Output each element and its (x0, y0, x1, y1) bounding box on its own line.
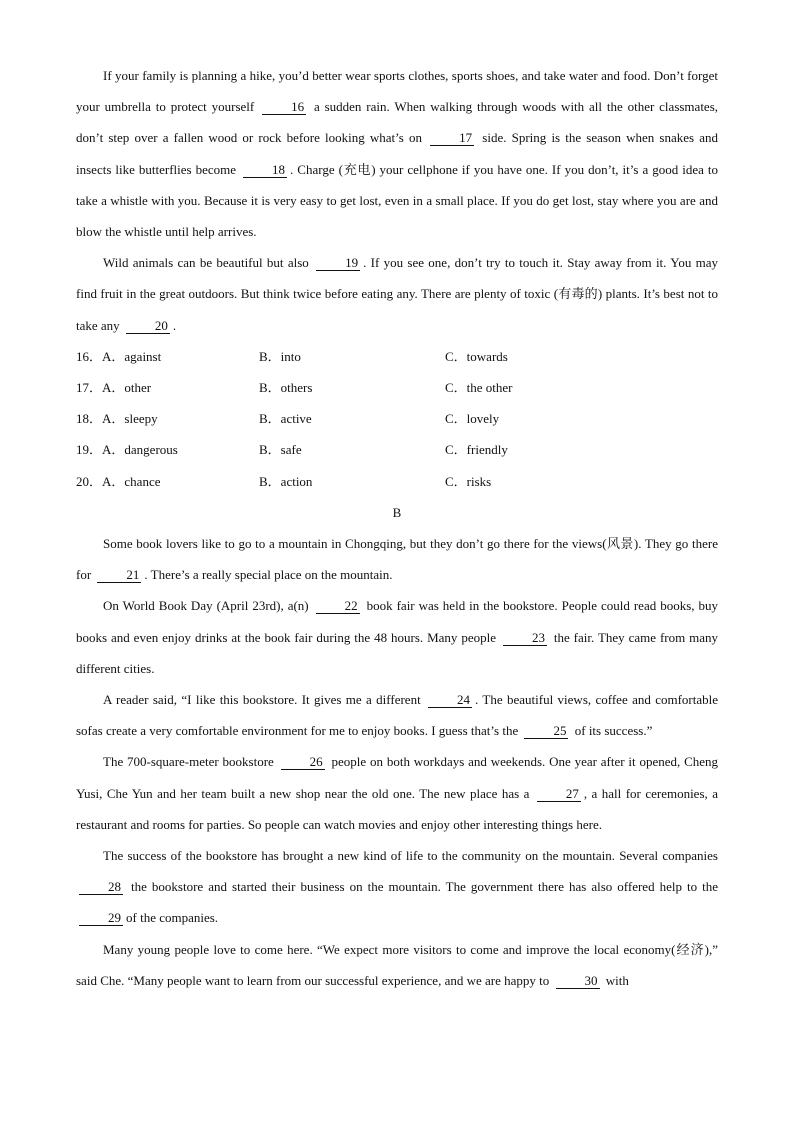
option-row: 19．A．dangerous B．safe C．friendly (76, 442, 508, 458)
blank-16: 16 (262, 100, 306, 115)
blank-17: 17 (430, 131, 474, 146)
blank-26: 26 (281, 755, 325, 770)
paragraph-a2: Wild animals can be beautiful but also 19 . If you see one, don’t try to touch it. Stay away from it. You may find fruit in the great outdoors. But think twice before eating any. There are plenty of toxic (有毒的) plants. It’s best not to take any 20 . (76, 255, 719, 333)
document-page (76, 60, 718, 996)
paragraph-b4: The 700-square-meter bookstore 26 people on both workdays and weekends. One year after it opened, Cheng Yusi, Che Yun and her team built a new shop near the old one. The new place has a 27 , a hall for ceremonies, a restaurant and rooms for parties. So people can watch movies and enjoy other interesting things here. (76, 754, 719, 832)
options-list-a (76, 341, 718, 497)
blank-28: 28 (79, 880, 123, 895)
blank-20: 20 (126, 319, 170, 334)
option-row: 18．A．sleepy B．active C．lovely (76, 411, 500, 427)
blank-30: 30 (556, 974, 600, 989)
blank-23: 23 (503, 631, 547, 646)
paragraph-b1: Some book lovers like to go to a mountain in Chongqing, but they don’t go there for the views(风景). They go there for 21 . There’s a really special place on the mountain. (76, 536, 718, 583)
blank-19: 19 (316, 256, 360, 271)
paragraph-b2: On World Book Day (April 23rd), a(n) 22 book fair was held in the bookstore. People could read books, buy books and even enjoy drinks at the book fair during the 48 hours. Many people 23 the fair. They came from many different cities. (76, 598, 719, 676)
blank-24: 24 (428, 693, 472, 708)
blank-29: 29 (79, 911, 123, 926)
blank-25: 25 (524, 724, 568, 739)
paragraph-a1: If your family is planning a hike, you’d better wear sports clothes, sports shoes, and take water and food. Don’t forget your umbrella to protect yourself 16 a sudden rain. When walking through woods with all the other classmates, don’t step over a fallen wood or rock before looking what’s on 17 side. Spring is the season when snakes and insects like butterflies become 18 . Charge (充电) your cellphone if you have one. If you don’t, it’s a good idea to take a whistle with you. Because it is very easy to get lost, even in a small place. If you do get lost, stay where you are and blow the whistle until help arrives. (76, 68, 719, 240)
blank-18: 18 (243, 163, 287, 178)
option-row: 16．A．against B．into C．towards (76, 348, 508, 364)
paragraph-b5: The success of the bookstore has brought a new kind of life to the community on the mountain. Several companies 28 the bookstore and started their business on the mountain. The government there has also offered help to the 29 of the companies. (76, 840, 718, 934)
blank-22: 22 (316, 599, 360, 614)
option-row: 17．A．other B．others C．the other (76, 380, 513, 396)
blank-27: 27 (537, 787, 581, 802)
option-row: 20．A．chance B．action C．risks (76, 473, 492, 489)
blank-21: 21 (97, 568, 141, 583)
section-title-b: B (392, 504, 402, 520)
paragraph-b3: A reader said, “I like this bookstore. It gives me a different 24 . The beautiful views, coffee and comfortable sofas create a very comfortable environment for me to enjoy books. I guess that’s the 25 of its success.” (76, 692, 718, 739)
paragraph-b6: Many young people love to come here. “We expect more visitors to come and improve the local economy(经济),” said Che. “Many people want to learn from our successful experience, and we are happy to 30 with (76, 941, 718, 988)
